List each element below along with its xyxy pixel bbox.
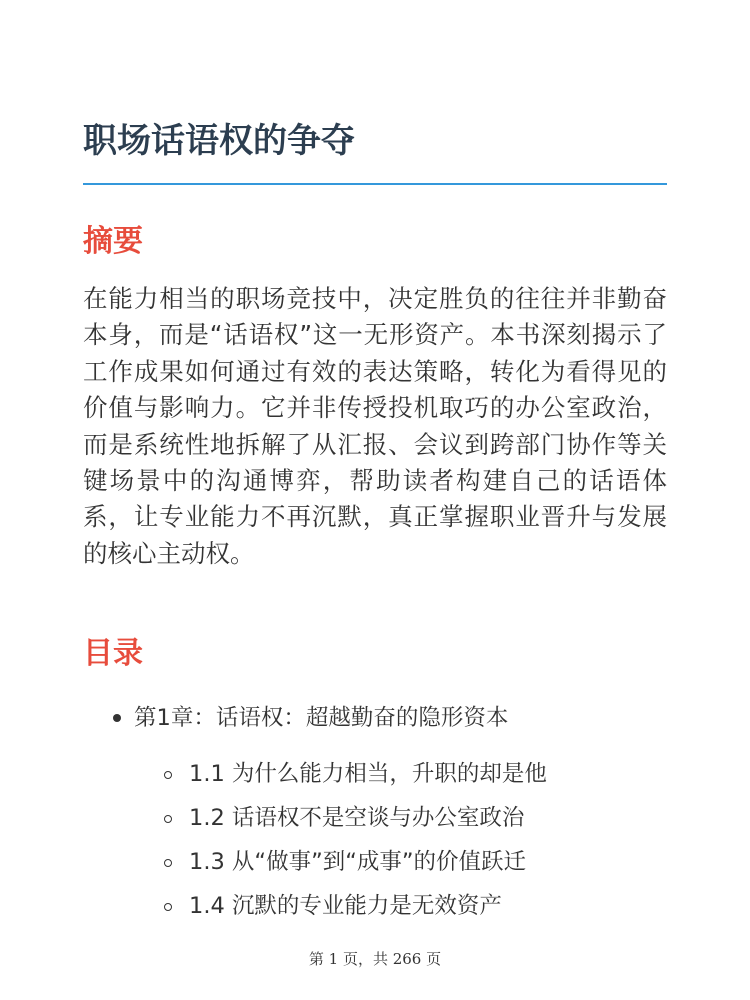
toc-heading: 目录 — [83, 636, 143, 671]
title-divider — [83, 183, 667, 185]
toc-section-1-4: 1.4 沉默的专业能力是无效资产 — [189, 893, 502, 919]
document-title: 职场话语权的争夺 — [83, 121, 355, 161]
bullet-circle-icon — [164, 903, 172, 911]
toc-section-1-3: 1.3 从“做事”到“成事”的价值跃迁 — [189, 849, 527, 875]
toc-section-1-2: 1.2 话语权不是空谈与办公室政治 — [189, 805, 525, 831]
toc-section-1-1: 1.1 为什么能力相当，升职的却是他 — [189, 761, 547, 787]
bullet-circle-icon — [164, 771, 172, 779]
bullet-circle-icon — [164, 859, 172, 867]
bullet-dot-icon — [113, 714, 121, 722]
abstract-heading: 摘要 — [83, 224, 143, 259]
bullet-circle-icon — [164, 815, 172, 823]
page-footer: 第 1 页，共 266 页 — [308, 950, 442, 968]
abstract-body: 在能力相当的职场竞技中，决定胜负的往往并非勤奋本身，而是“话语权”这一无形资产。本书深刻揭示了工作成果如何通过有效的表达策略，转化为看得见的价值与影响力。它并非传授投机取巧的办公室政治，而是系统性地拆解了从汇报、会议到跨部门协作等关键场景中的沟通博弈，帮助读者构建自己的话语体系，让专业能力不再沉默，真正掌握职业晋升与发展的核心主动权。 — [83, 284, 667, 568]
toc-chapter-1: 第1章：话语权：超越勤奋的隐形资本 — [134, 705, 509, 731]
